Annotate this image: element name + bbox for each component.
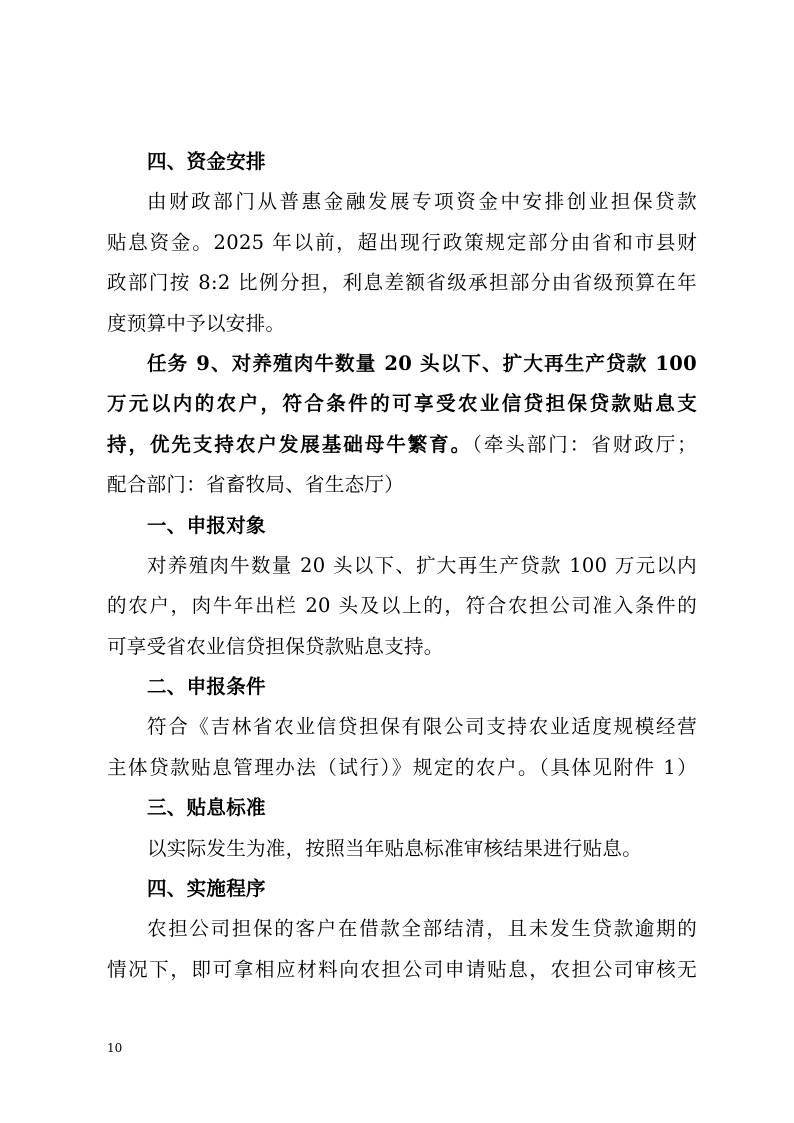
paragraph-line: 政部门按 8:2 比例分担，利息差额省级承担部分由省级预算在年	[107, 271, 697, 295]
paragraph-line: 贴息资金。2025 年以前，超出现行政策规定部分由省和市县财	[107, 230, 697, 254]
paragraph-line: 情况下，即可拿相应材料向农担公司申请贴息，农担公司审核无	[107, 957, 697, 981]
paragraph-line: 由财政部门从普惠金融发展专项资金中安排创业担保贷款	[147, 190, 697, 214]
section-heading: 二、申报条件	[147, 675, 266, 699]
section-heading: 三、贴息标准	[147, 796, 266, 820]
paragraph-line: 度预算中予以安排。	[107, 311, 286, 335]
section-heading: 一、申报对象	[147, 513, 266, 537]
paragraph-line: 符合《吉林省农业信贷担保有限公司支持农业适度规模经营	[147, 715, 697, 739]
lead-department-text: （牵头部门：省财政厅；	[472, 432, 697, 456]
paragraph-line: 主体贷款贴息管理办法（试行）》规定的农户。（具体见附件 1）	[107, 755, 697, 779]
task-title-line	[107, 425, 697, 465]
paragraph-line: 的农户，肉牛年出栏 20 头及以上的，符合农担公司准入条件的	[107, 594, 697, 618]
paragraph-line: 配合部门：省畜牧局、省生态厅）	[107, 473, 405, 497]
page-number: 10	[107, 1041, 123, 1055]
paragraph-line: 可享受省农业信贷担保贷款贴息支持。	[107, 634, 444, 658]
task-title-bold-text: 持，优先支持农户发展基础母牛繁育。	[107, 432, 473, 456]
paragraph-line: 对养殖肉牛数量 20 头以下、扩大再生产贷款 100 万元以内	[147, 553, 697, 577]
document-body	[107, 142, 697, 990]
section-heading: 四、实施程序	[147, 877, 266, 901]
paragraph-line: 农担公司担保的客户在借款全部结清，且未发生贷款逾期的	[147, 917, 697, 941]
section-heading: 四、资金安排	[147, 150, 266, 173]
task-title-line: 万元以内的农户，符合条件的可享受农业信贷担保贷款贴息支	[107, 392, 697, 416]
task-title-line: 任务 9、对养殖肉牛数量 20 头以下、扩大再生产贷款 100	[147, 351, 697, 375]
paragraph-line: 以实际发生为准，按照当年贴息标准审核结果进行贴息。	[147, 836, 643, 860]
